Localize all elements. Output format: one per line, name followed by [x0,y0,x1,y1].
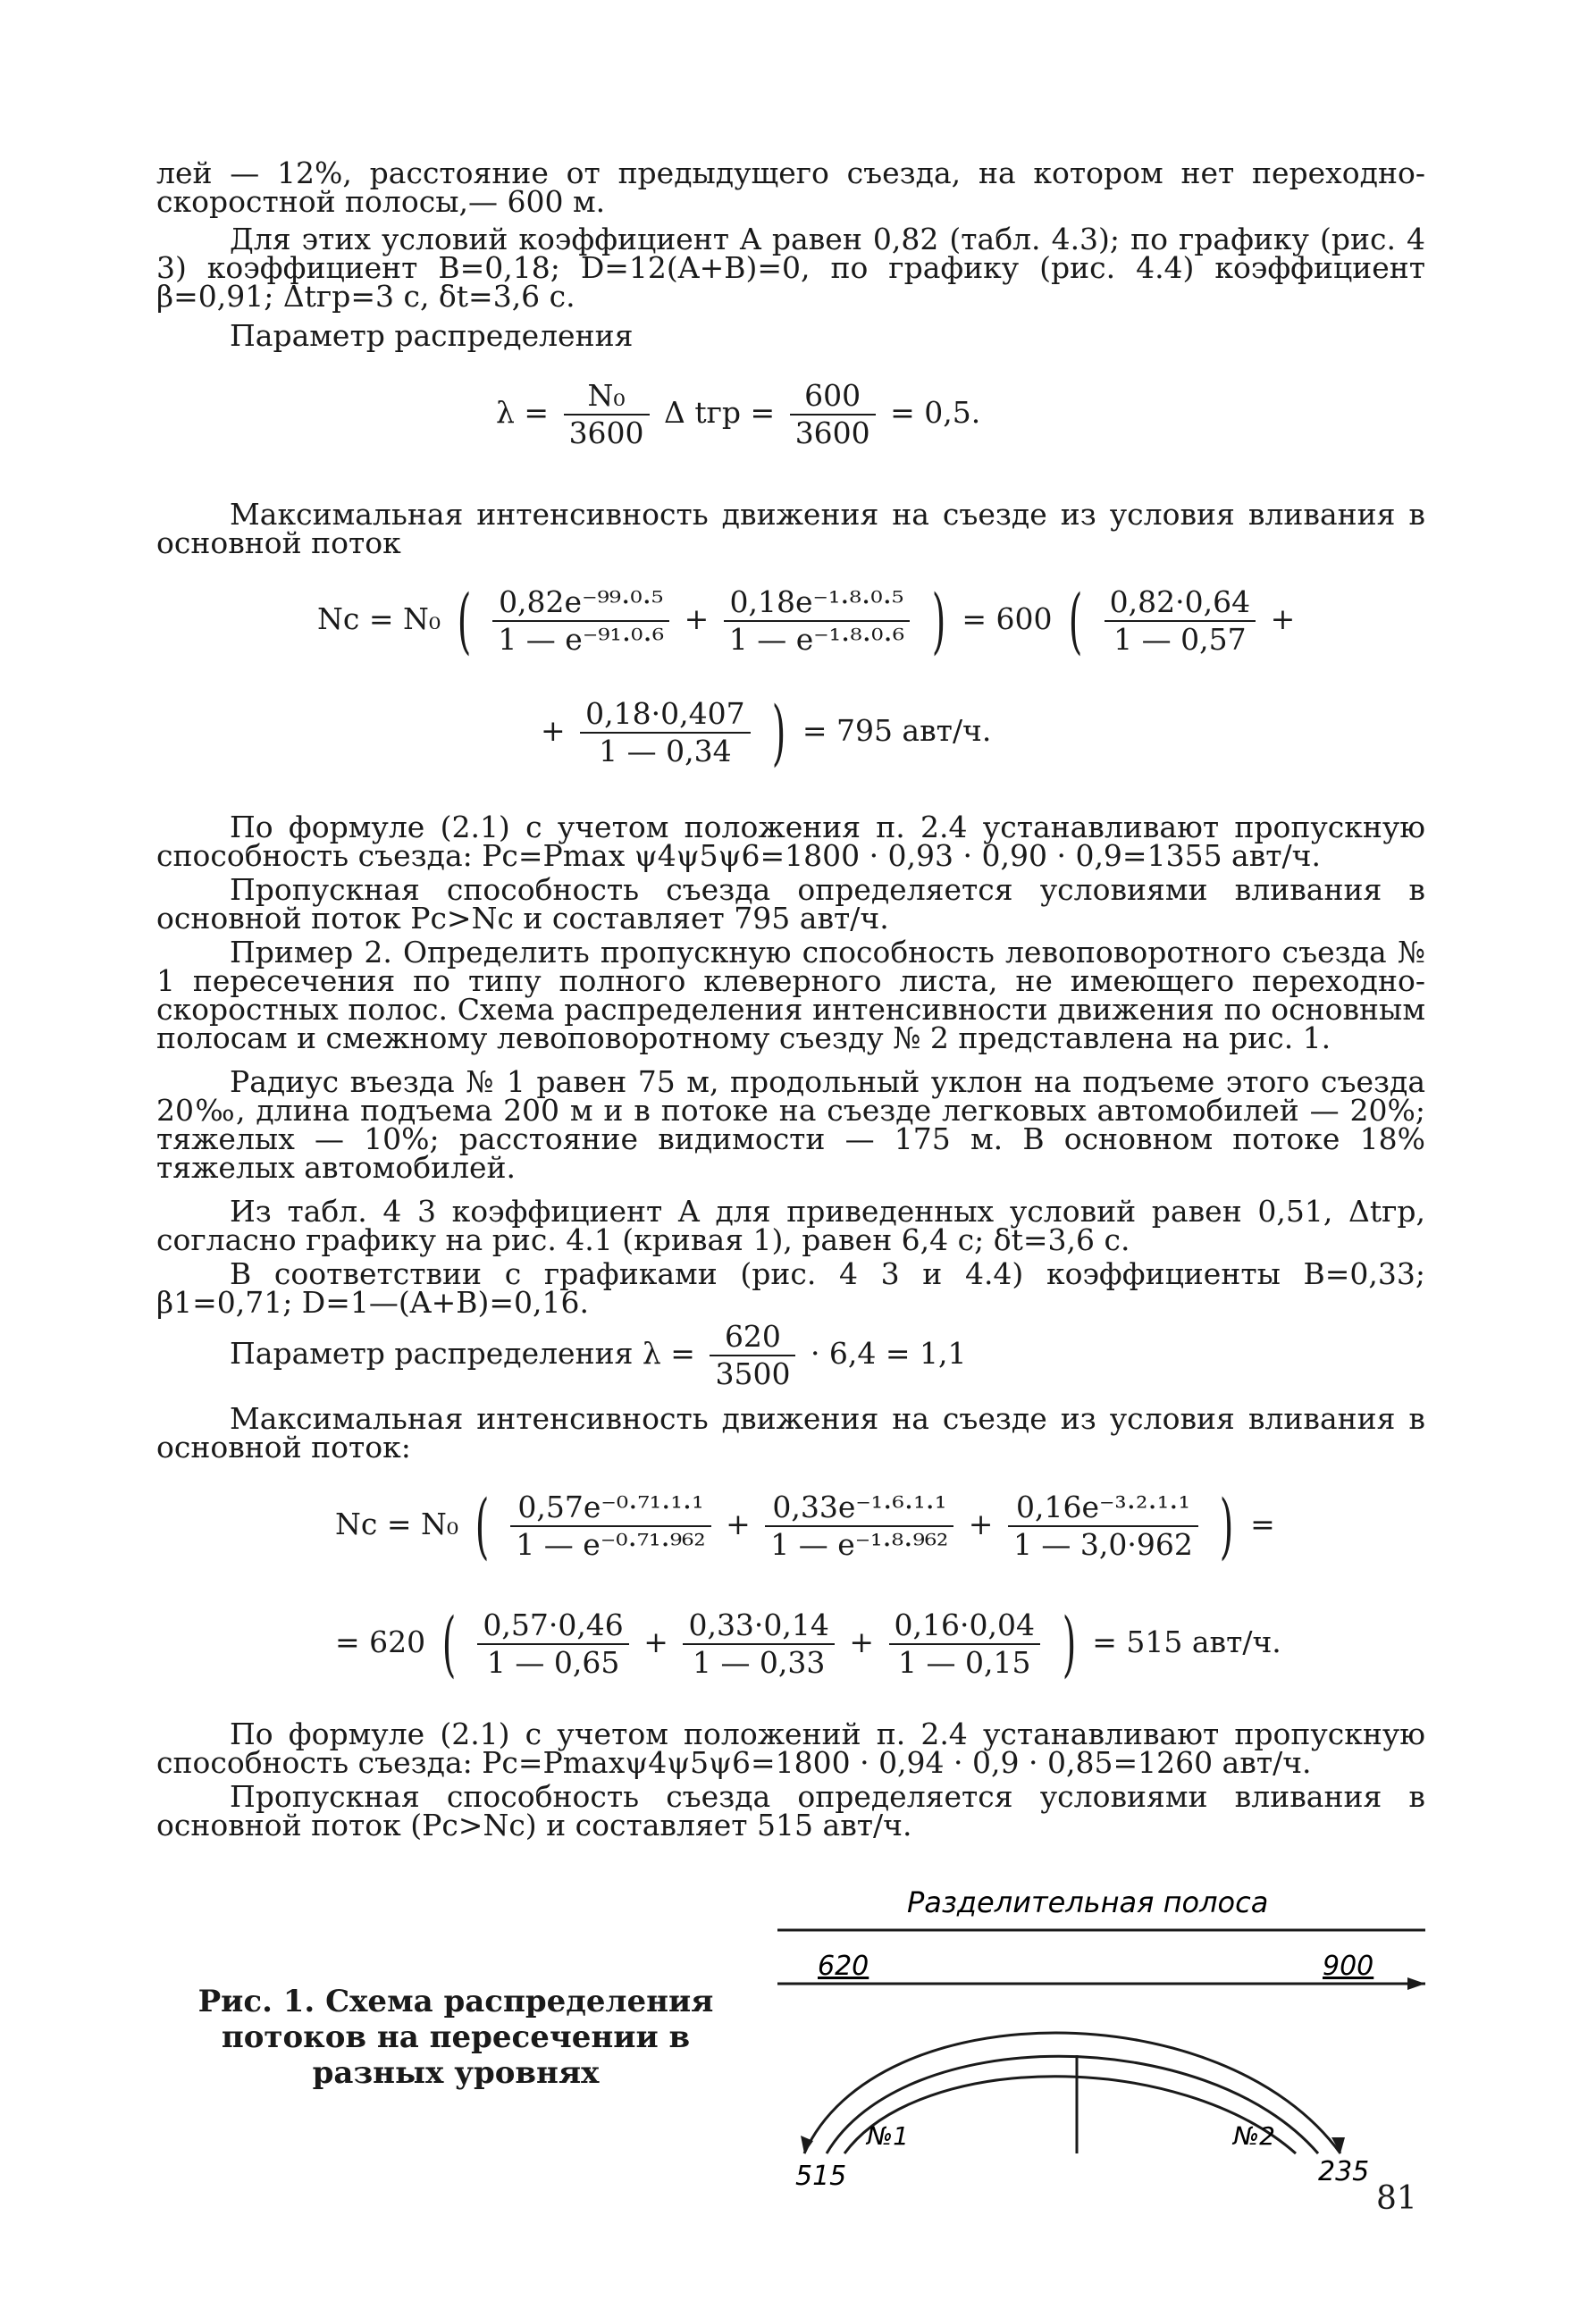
formula-nc-2-cont: = 620 ( $\frac{0,57\cdot 0,46}{1 — 0,65}$ + $\frac{0,33\cdot 0,14}{1 — 0,33}$ + $\frac{0,16\cdot 0,04}{1 — 0,15}$ ) = 515 авт/ч. [335,1602,1281,1685]
page-number: 81 [1376,2180,1417,2217]
paragraph: Пропускная способность съезда определяется условиями вливания в основной поток (Pс>Nс) и составляет 515 авт/ч. [156,1779,1425,1843]
paragraph: Радиус въезда № 1 равен 75 м, продольный уклон на подъеме этого съезда 20‰, длина подъема 200 м и в потоке на съезде легковых автомобилей — 20%; тяжелых — 10%; расстояние видимости — 175 м. В основном потоке 18% тяжелых автомобилей. [156,1064,1425,1185]
ramp1-flow-label: 515 [795,2161,847,2189]
paragraph: По формуле (2.1) с учетом положений п. 2.4 устанавливают пропускную способность съезда: Pс=Pmaxψ4ψ5ψ6=1800 · 0,94 · 0,9 · 0,85=1260 авт/ч. [156,1717,1425,1780]
ramp2-flow-label: 235 [1318,2156,1370,2187]
paragraph: лей — 12%, расстояние от предыдущего съезда, на котором нет переходно-скоростной полосы,— 600 м. [156,155,1425,219]
paragraph: Максимальная интенсивность движения на съезде из условия вливания в основной поток [156,497,1425,560]
formula-lambda-1: λ = $\frac{\text{N₀}}{3600}$ Δ tгр = $\frac{600}{3600}$ = 0,5. [496,378,981,450]
paragraph: Из табл. 4 3 коэффициент A для приведенных условий равен 0,51, Δtгр, согласно графику на рис. 4.1 (кривая 1), равен 6,4 с; δt=3,6 с. [156,1194,1425,1257]
paragraph: По формуле (2.1) с учетом положения п. 2.4 устанавливают пропускную способность съезда: Pс=Pmax ψ4ψ5ψ6=1800 · 0,93 · 0,90 · 0,9=1355 авт/ч. [156,810,1425,873]
formula-nc-1-cont: + $\frac{0,18\cdot 0,407}{1 — 0,34}$ ) = 795 авт/ч. [541,691,992,774]
paragraph: Параметр распределения [230,318,634,353]
ramp1-label: №1 [867,2121,909,2151]
interchange-diagram [760,1885,1430,2189]
formula-lambda-2: Параметр распределения λ = $\frac{620}{3500}$ · 6,4 = 1,1 [230,1319,967,1391]
paragraph: Максимальная интенсивность движения на съезде из условия вливания в основной поток: [156,1401,1425,1465]
flow-right-label: 900 [1323,1951,1374,1982]
arrow-right-icon [1407,1977,1425,1990]
divider-label: Разделительная полоса [907,1885,1269,1919]
flow-left-label: 620 [818,1951,869,1982]
figure-caption: Рис. 1. Схема распределения потоков на пересечении в разных уровнях [197,1984,714,2091]
paragraph: Пропускная способность съезда определяется условиями вливания в основной поток Pс>Nс и составляет 795 авт/ч. [156,872,1425,936]
formula-nc-1: Nс = N₀ ( $\frac{\text{0,82e⁻⁹⁹·⁰·⁵}}{\text{1 — e⁻⁹¹·⁰·⁶}}$ + $\frac{\text{0,18e⁻¹·⁸·⁰·⁵}}{\text{1 — e⁻¹·⁸·⁰·⁶}}$ ) = 600 ( $\frac{0,82\cdot 0,64}{1 — 0,57}$ + [317,579,1296,662]
ramp2-label: №2 [1233,2121,1275,2151]
ramp-inner-line [844,2077,1296,2153]
paragraph: В соответствии с графиками (рис. 4 3 и 4.4) коэффициенты B=0,33; β1=0,71; D=1—(A+B)=0,16. [156,1256,1425,1320]
paragraph: Пример 2. Определить пропускную способность левоповоротного съезда № 1 пересечения по типу полного клеверного листа, не имеющего переходно-скоростных полос. Схема распределения интенсивности движения по основным полосам и смежному левоповоротному съезду № 2 представлена на рис. 1. [156,935,1425,1055]
formula-nc-2: Nс = N₀ ( $\frac{\text{0,57e⁻⁰·⁷¹·¹·¹}}{\text{1 — e⁻⁰·⁷¹·⁹⁶²}}$ + $\frac{\text{0,33e⁻¹·⁶·¹·¹}}{\text{1 — e⁻¹·⁸·⁹⁶²}}$ + $\frac{\text{0,16e⁻³·²·¹·¹}}{1 — 3,0\cdot 962}$ ) = [335,1484,1275,1567]
paragraph: Для этих условий коэффициент A равен 0,82 (табл. 4.3); по графику (рис. 4 3) коэффициент B=0,18; D=12(A+B)=0, по графику (рис. 4.4) коэффициент β=0,91; Δtгр=3 с, δt=3,6 с. [156,222,1425,314]
